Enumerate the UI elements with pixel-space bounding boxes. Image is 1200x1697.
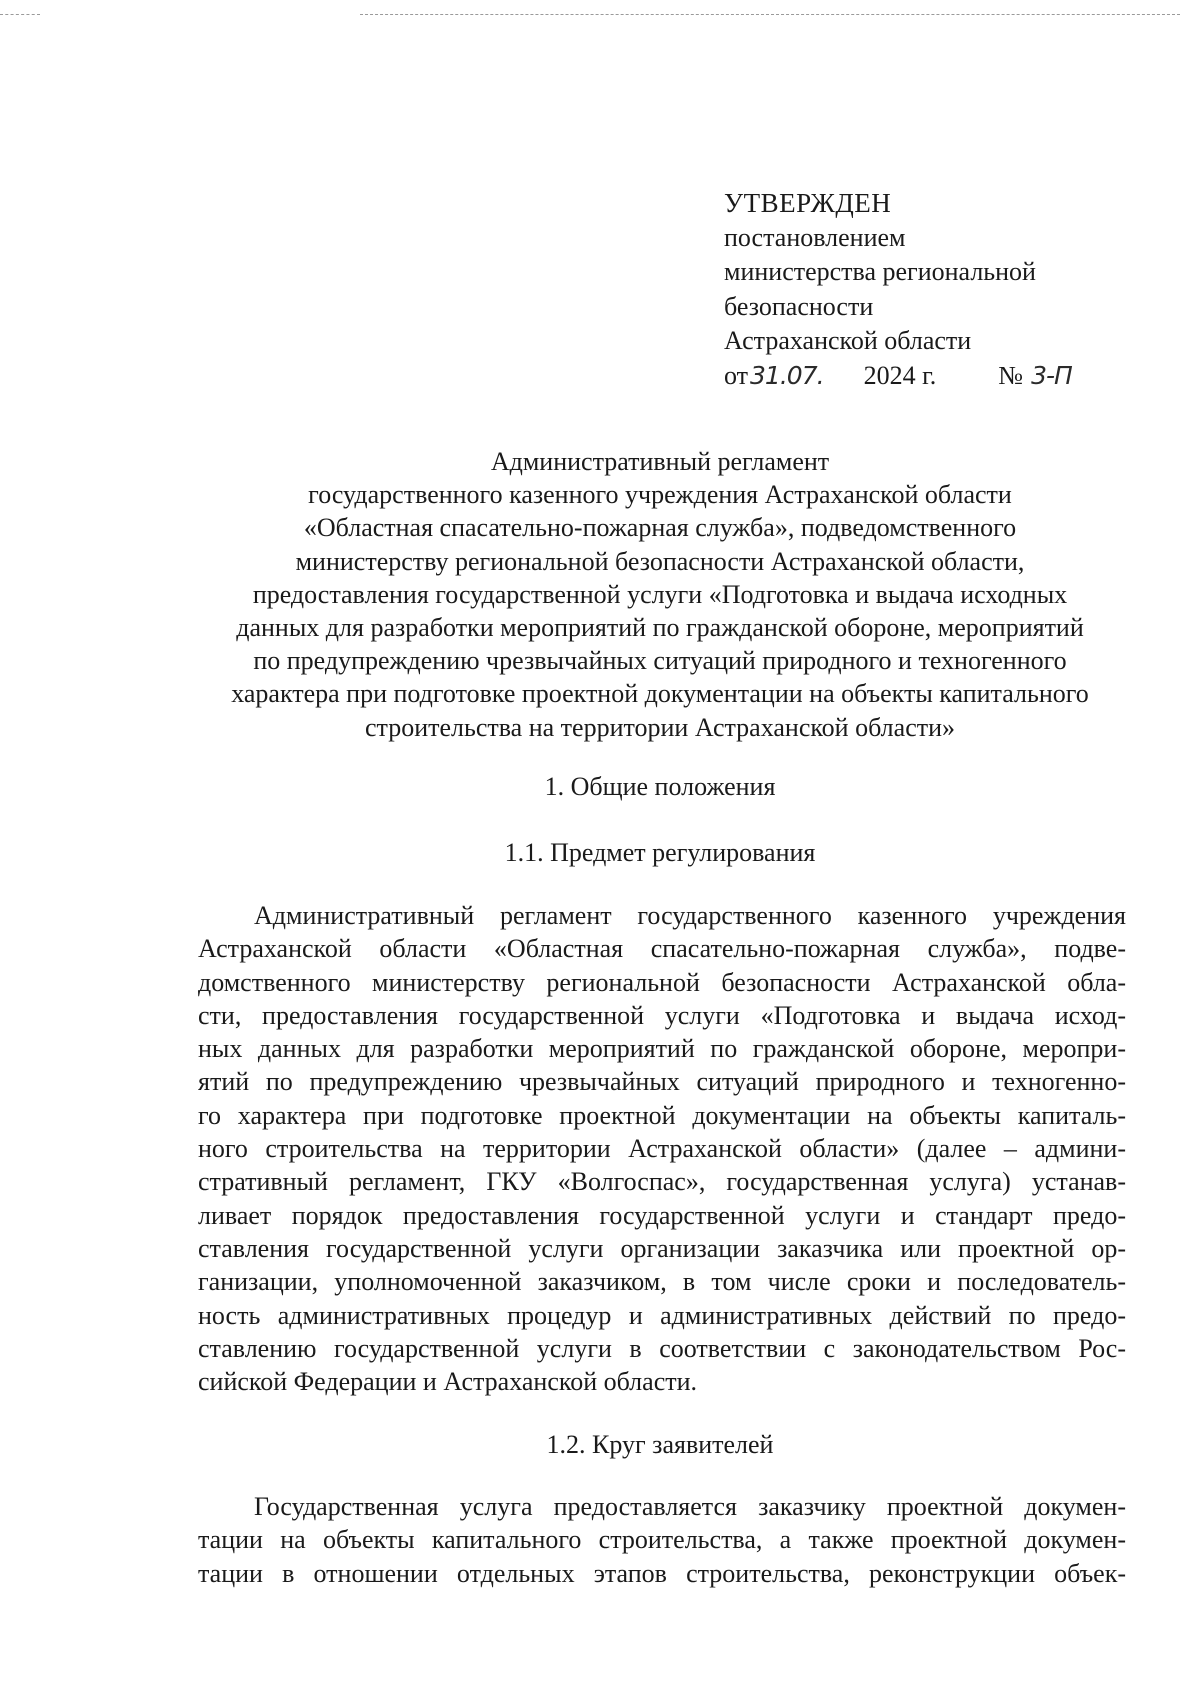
approval-line: безопасности <box>724 291 874 321</box>
paragraph-line: ных данных для разработки мероприятий по гражданской обороне, меропри- <box>198 1034 1126 1064</box>
title-line: характера при подготовке проектной документации на объекты капитального <box>231 679 1089 709</box>
paragraph-line: тации на объекты капитального строительства, а также проектной докумен- <box>198 1525 1126 1555</box>
document-title <box>180 445 1140 744</box>
paragraph-line: Административный регламент государственного казенного учреждения <box>254 901 1126 930</box>
paragraph-line: ливает порядок предоставления государственной услуги и стандарт предо- <box>198 1200 1126 1230</box>
title-line: предоставления государственной услуги «Подготовка и выдача исходных <box>252 579 1068 609</box>
title-line: государственного казенного учреждения Астраханской области <box>308 480 1012 510</box>
approval-line: Астраханской области <box>724 326 972 355</box>
title-line: Административный регламент <box>490 447 830 476</box>
paragraph-line: ятий по предупреждению чрезвычайных ситуаций природного и техногенно- <box>198 1067 1126 1097</box>
title-line: по предупреждению чрезвычайных ситуаций природного и техногенного <box>253 646 1067 676</box>
paragraph-line: го характера при подготовке проектной документации на объекты капиталь- <box>198 1100 1126 1130</box>
paragraph-line: Государственная услуга предоставляется заказчику проектной докумен- <box>254 1492 1126 1521</box>
scan-artifact-line <box>360 14 1180 15</box>
paragraph-line: ставлению государственной услуги в соответствии с законодательством Рос- <box>198 1333 1126 1363</box>
paragraph-line: ганизации, уполномоченной заказчиком, в том числе сроки и последователь- <box>198 1267 1126 1297</box>
number-prefix: № <box>998 360 1024 390</box>
title-line: министерству региональной безопасности Астраханской области, <box>295 546 1025 576</box>
paragraph-line: Астраханской области «Областная спасательно-пожарная служба», подве- <box>198 934 1126 964</box>
paragraph-subject <box>198 899 1126 1398</box>
paragraph-line: ного строительства на территории Астраханской области» (далее – админи- <box>198 1134 1126 1164</box>
paragraph-line: тации в отношении отдельных этапов строительства, реконструкции объек- <box>198 1558 1126 1588</box>
paragraph-line: сийской Федерации и Астраханской области. <box>198 1367 698 1397</box>
approval-line: министерства региональной <box>724 257 1036 286</box>
title-line: «Областная спасательно-пожарная служба», подведомственного <box>303 513 1017 543</box>
approval-date-line <box>724 359 1072 394</box>
date-prefix: от <box>724 360 749 390</box>
approval-title: УТВЕРЖДЕН <box>724 188 892 218</box>
handwritten-date: 31.07. <box>750 360 824 390</box>
section-heading-general: 1. Общие положения <box>544 772 776 801</box>
approval-line: постановлением <box>724 222 906 252</box>
paragraph-line: сти, предоставления государственной услуги «Подготовка и выдача исход- <box>198 1000 1126 1030</box>
paragraph-line: домственного министерству региональной безопасности Астраханской обла- <box>198 967 1126 997</box>
section-heading-subject: 1.1. Предмет регулирования <box>504 838 816 867</box>
handwritten-number: 3-П <box>1031 360 1072 390</box>
paragraph-line: ность административных процедур и административных действий по предо- <box>198 1300 1126 1330</box>
paragraph-line: стративный регламент, ГКУ «Волгоспас», государственная услуга) устанав- <box>198 1167 1126 1197</box>
title-line: строительства на территории Астраханской области» <box>364 712 956 742</box>
section-heading-applicants: 1.2. Круг заявителей <box>546 1430 774 1459</box>
date-year: 2024 г. <box>863 360 937 390</box>
scan-artifact-line <box>0 14 40 15</box>
approval-stamp-block <box>724 186 1072 393</box>
title-line: данных для разработки мероприятий по гражданской обороне, мероприятий <box>236 613 1084 643</box>
paragraph-applicants <box>198 1490 1126 1590</box>
paragraph-line: ставления государственной услуги организации заказчика или проектной ор- <box>198 1233 1126 1263</box>
